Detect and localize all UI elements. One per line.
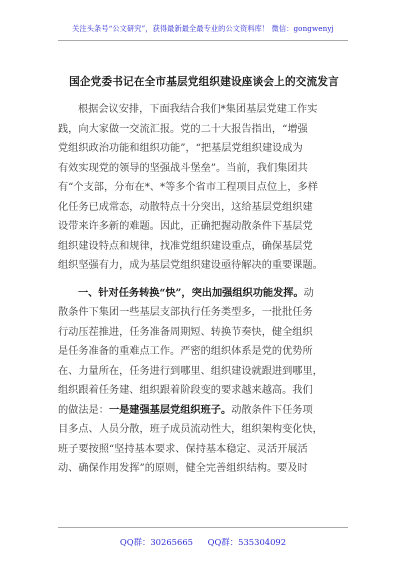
body-line: 在、力量所在，任务进行到哪里、组织建设就跟进到哪里， [58, 365, 323, 377]
document-body [58, 100, 350, 479]
body-line: 是任务准备的重难点工作。严密的组织体系是党的优势所 [58, 346, 313, 357]
body-line: 动、确保作用发挥”的原则，健全完善组织结构。要及时 [58, 463, 308, 474]
body-line: 组织跟着任务建、组织跟着阶段变的要求越来越高。我们 [58, 385, 313, 396]
footer-contacts [58, 536, 348, 548]
point-one-tail: 动散条件下任务项 [231, 404, 313, 416]
body-line: 化任务已成常态，动散特点十分突出，这给基层党组织建 [58, 201, 313, 213]
paragraph-gap [58, 276, 350, 284]
section-heading-line [58, 284, 350, 304]
paragraph-intro [58, 100, 350, 276]
document-title: 国企党委书记在全市基层党组织建设座谈会上的交流发言 [69, 76, 339, 88]
section-one [58, 284, 350, 479]
body-line: 党组织政治功能和组织功能”，“把基层党组织建设成为 [58, 143, 303, 154]
body-line: 班子要按照“坚持基本要求、保持基本稳定、灵活开展活 [58, 443, 308, 455]
section-heading-tail: 动 [303, 287, 314, 299]
body-line: 践，向大家做一交流汇报。党的二十大报告指出，“增强 [58, 123, 308, 135]
point-line [58, 401, 350, 421]
point-lead: 的做法是： [58, 404, 109, 416]
body-line: 散条件下集团一些基层支部执行任务类型多，一批批任务 [58, 307, 313, 318]
section-heading: 一、针对任务转换“快”，突出加强组织功能发挥。 [78, 286, 304, 299]
footer-divider [58, 527, 348, 528]
body-line: 目多点、人员分散，班子成员流动性大，组织架构变化快， [58, 424, 323, 435]
body-line: 行动压茬推进，任务准备周期短、转换节奏快，健全组织 [58, 326, 313, 338]
qq-group-2: QQ群：535304092 [207, 537, 287, 547]
header-banner: 关注头条号“公文研究”，获得最新最全最专业的公文资料库！ 微信：gongwenyj [72, 24, 334, 33]
body-line: 设带来许多新的难题。因此，正确把握动散条件下基层党 [58, 221, 313, 232]
body-line: 组织建设特点和规律，找准党组织建设重点，确保基层党 [58, 240, 313, 252]
point-one-heading: 一是建强基层党组织班子。 [108, 403, 232, 416]
qq-group-1: QQ群：30265665 [119, 537, 193, 547]
header-divider [58, 40, 348, 41]
body-line: 根据会议安排，下面我结合我们*集团基层党建工作实 [78, 104, 318, 115]
body-line: 组织坚强有力，成为基层党组织建设亟待解决的重要课题。 [58, 260, 323, 271]
body-line: 有效实现党的领导的坚强战斗堡垒”。当前，我们集团共 [58, 162, 308, 174]
body-line: 有“个支部，分布在*、*等多个省市工程项目点位上，多样 [58, 182, 318, 193]
